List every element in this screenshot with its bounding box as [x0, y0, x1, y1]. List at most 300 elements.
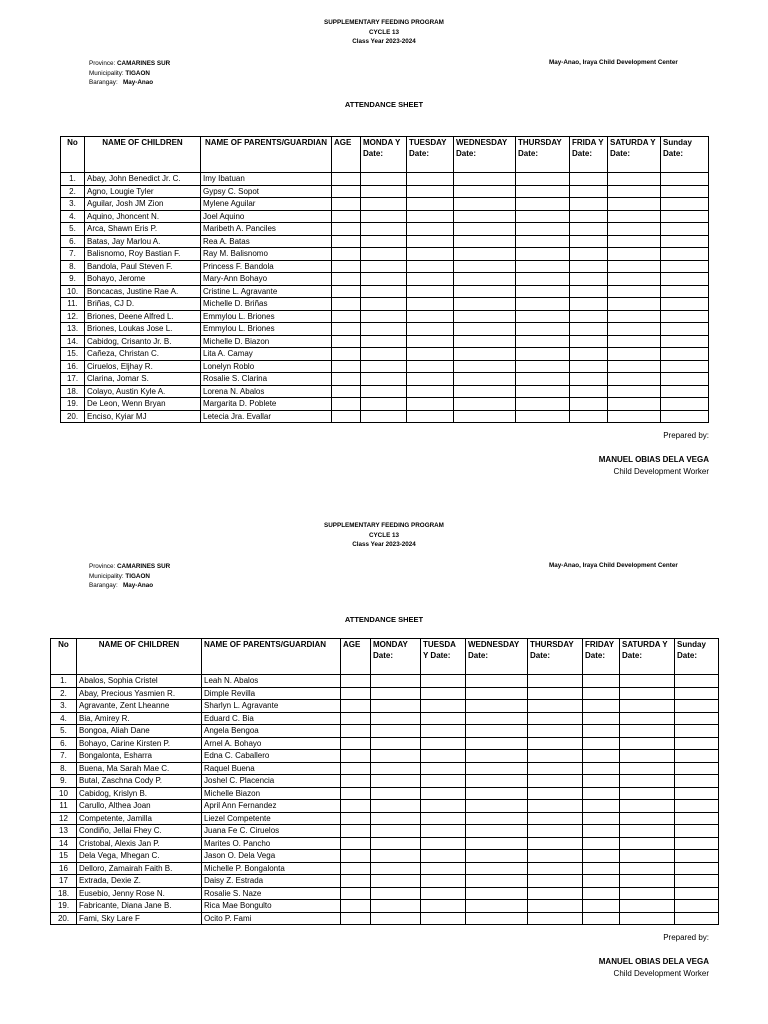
- sunday-cell: [661, 248, 709, 261]
- friday-cell: [583, 800, 620, 813]
- table-row: [61, 198, 709, 211]
- thursday-cell: [528, 837, 583, 850]
- prepared-by-label: Prepared by:: [663, 933, 709, 942]
- child-name: Ciruelos, Eljhay R.: [85, 360, 201, 373]
- friday-cell: [583, 887, 620, 900]
- friday-cell: [583, 750, 620, 763]
- col-sunday: Sunday Date:: [675, 639, 719, 675]
- saturday-cell: [620, 887, 675, 900]
- table-row: [51, 762, 719, 775]
- sunday-cell: [661, 348, 709, 361]
- age-cell: [341, 750, 371, 763]
- row-number: 11: [51, 800, 77, 813]
- child-name: De Leon, Wenn Bryan: [85, 398, 201, 411]
- row-number: 16.: [61, 360, 85, 373]
- friday-cell: [570, 260, 608, 273]
- row-number: 7.: [61, 248, 85, 261]
- sunday-cell: [675, 887, 719, 900]
- tuesday-cell: [421, 912, 466, 925]
- wednesday-cell: [454, 198, 516, 211]
- row-number: 11.: [61, 298, 85, 311]
- thursday-cell: [528, 762, 583, 775]
- tuesday-cell: [407, 260, 454, 273]
- table-row: [51, 775, 719, 788]
- parent-name: Eduard C. Bia: [202, 712, 341, 725]
- tuesday-cell: [407, 210, 454, 223]
- row-number: 12.: [61, 310, 85, 323]
- child-name: Cabidog, Crisanto Jr. B.: [85, 335, 201, 348]
- table-row: [51, 850, 719, 863]
- thursday-cell: [528, 862, 583, 875]
- age-cell: [341, 837, 371, 850]
- saturday-cell: [608, 223, 661, 236]
- tuesday-cell: [421, 700, 466, 713]
- age-cell: [332, 398, 361, 411]
- location-info: [89, 59, 170, 88]
- row-number: 17.: [61, 373, 85, 386]
- wednesday-cell: [454, 210, 516, 223]
- wednesday-cell: [454, 323, 516, 336]
- table-row: [51, 687, 719, 700]
- saturday-cell: [608, 285, 661, 298]
- age-cell: [332, 348, 361, 361]
- tuesday-cell: [407, 398, 454, 411]
- wednesday-cell: [454, 335, 516, 348]
- saturday-cell: [608, 398, 661, 411]
- parent-name: Gypsy C. Sopot: [201, 185, 332, 198]
- friday-cell: [583, 687, 620, 700]
- age-cell: [332, 248, 361, 261]
- monday-cell: [371, 800, 421, 813]
- table-row: [51, 787, 719, 800]
- monday-cell: [361, 173, 407, 186]
- col-no: No: [51, 639, 77, 675]
- col-thursday: THURSDAY Date:: [528, 639, 583, 675]
- saturday-cell: [620, 712, 675, 725]
- thursday-cell: [528, 775, 583, 788]
- thursday-cell: [516, 248, 570, 261]
- parent-name: Rosalie S. Naze: [202, 887, 341, 900]
- friday-cell: [583, 787, 620, 800]
- wednesday-cell: [454, 385, 516, 398]
- tuesday-cell: [407, 235, 454, 248]
- parent-name: Arnel A. Bohayo: [202, 737, 341, 750]
- parent-name: Joshel C. Placencia: [202, 775, 341, 788]
- wednesday-cell: [466, 725, 528, 738]
- wednesday-cell: [454, 285, 516, 298]
- monday-cell: [361, 298, 407, 311]
- parent-name: Marites O. Pancho: [202, 837, 341, 850]
- child-name: Enciso, Kyiar MJ: [85, 410, 201, 423]
- parent-name: Juana Fe C. Ciruelos: [202, 825, 341, 838]
- age-cell: [341, 912, 371, 925]
- col-sunday: Sunday Date:: [661, 137, 709, 173]
- child-name: Carullo, Althea Joan: [77, 800, 202, 813]
- wednesday-cell: [466, 737, 528, 750]
- tuesday-cell: [421, 725, 466, 738]
- friday-cell: [570, 235, 608, 248]
- tuesday-cell: [407, 198, 454, 211]
- wednesday-cell: [454, 373, 516, 386]
- child-name: Bongalonta, Esharra: [77, 750, 202, 763]
- child-name: Fabricante, Diana Jane B.: [77, 900, 202, 913]
- col-monday: MONDA Y Date:: [361, 137, 407, 173]
- saturday-cell: [608, 235, 661, 248]
- thursday-cell: [516, 410, 570, 423]
- saturday-cell: [620, 750, 675, 763]
- monday-cell: [361, 235, 407, 248]
- age-cell: [332, 285, 361, 298]
- monday-cell: [371, 737, 421, 750]
- tuesday-cell: [421, 775, 466, 788]
- cycle-label: CYCLE 13: [368, 28, 400, 36]
- monday-cell: [361, 385, 407, 398]
- parent-name: Angela Bengoa: [202, 725, 341, 738]
- child-name: Abay, John Benedict Jr. C.: [85, 173, 201, 186]
- wednesday-cell: [454, 235, 516, 248]
- parent-name: Edna C. Caballero: [202, 750, 341, 763]
- table-row: [51, 725, 719, 738]
- child-name: Competente, Jamilla: [77, 812, 202, 825]
- program-header: [0, 18, 768, 47]
- row-number: 15.: [61, 348, 85, 361]
- signatory-position: Child Development Worker: [613, 467, 709, 476]
- thursday-cell: [516, 260, 570, 273]
- table-row: [61, 385, 709, 398]
- child-name: Bohayo, Carine Kirsten P.: [77, 737, 202, 750]
- tuesday-cell: [421, 850, 466, 863]
- friday-cell: [570, 210, 608, 223]
- age-cell: [341, 675, 371, 688]
- col-age: AGE: [332, 137, 361, 173]
- monday-cell: [371, 887, 421, 900]
- age-cell: [332, 385, 361, 398]
- row-number: 8.: [51, 762, 77, 775]
- saturday-cell: [620, 700, 675, 713]
- row-number: 10: [51, 787, 77, 800]
- tuesday-cell: [407, 348, 454, 361]
- child-name: Bohayo, Jerome: [85, 273, 201, 286]
- friday-cell: [583, 875, 620, 888]
- child-name: Batas, Jay Marlou A.: [85, 235, 201, 248]
- col-wednesday: WEDNESDAY Date:: [454, 137, 516, 173]
- wednesday-cell: [454, 223, 516, 236]
- age-cell: [332, 298, 361, 311]
- age-cell: [341, 900, 371, 913]
- friday-cell: [570, 410, 608, 423]
- friday-cell: [583, 737, 620, 750]
- row-number: 18.: [61, 385, 85, 398]
- municipality-value: TIGAON: [125, 69, 150, 77]
- saturday-cell: [608, 185, 661, 198]
- table-row: [61, 273, 709, 286]
- table-body: [51, 675, 719, 925]
- friday-cell: [570, 360, 608, 373]
- sunday-cell: [661, 335, 709, 348]
- monday-cell: [371, 700, 421, 713]
- thursday-cell: [528, 912, 583, 925]
- child-name: Aquino, Jhoncent N.: [85, 210, 201, 223]
- saturday-cell: [608, 348, 661, 361]
- tuesday-cell: [421, 887, 466, 900]
- sunday-cell: [661, 185, 709, 198]
- wednesday-cell: [454, 360, 516, 373]
- age-cell: [341, 725, 371, 738]
- friday-cell: [570, 373, 608, 386]
- saturday-cell: [608, 173, 661, 186]
- sunday-cell: [661, 310, 709, 323]
- wednesday-cell: [466, 800, 528, 813]
- age-cell: [341, 712, 371, 725]
- table-header-row: [61, 137, 709, 173]
- tuesday-cell: [421, 837, 466, 850]
- tuesday-cell: [407, 360, 454, 373]
- sunday-cell: [675, 762, 719, 775]
- friday-cell: [583, 712, 620, 725]
- table-row: [61, 410, 709, 423]
- saturday-cell: [620, 737, 675, 750]
- wednesday-cell: [466, 750, 528, 763]
- parent-name: Liezel Competente: [202, 812, 341, 825]
- wednesday-cell: [466, 687, 528, 700]
- tuesday-cell: [407, 335, 454, 348]
- row-number: 14.: [61, 335, 85, 348]
- row-number: 10.: [61, 285, 85, 298]
- tuesday-cell: [421, 712, 466, 725]
- signature-block: [599, 430, 709, 478]
- age-cell: [332, 410, 361, 423]
- friday-cell: [570, 285, 608, 298]
- thursday-cell: [528, 725, 583, 738]
- parent-name: Joel Aquino: [201, 210, 332, 223]
- monday-cell: [361, 223, 407, 236]
- tuesday-cell: [421, 862, 466, 875]
- col-friday: FRIDA Y Date:: [570, 137, 608, 173]
- col-saturday: SATURDA Y Date:: [620, 639, 675, 675]
- sunday-cell: [675, 800, 719, 813]
- friday-cell: [583, 912, 620, 925]
- thursday-cell: [516, 185, 570, 198]
- monday-cell: [361, 373, 407, 386]
- wednesday-cell: [454, 273, 516, 286]
- prepared-by-label: Prepared by:: [663, 431, 709, 440]
- monday-cell: [361, 310, 407, 323]
- thursday-cell: [528, 875, 583, 888]
- tuesday-cell: [421, 875, 466, 888]
- program-title: SUPPLEMENTARY FEEDING PROGRAM: [324, 522, 444, 529]
- saturday-cell: [620, 812, 675, 825]
- sunday-cell: [675, 875, 719, 888]
- sunday-cell: [661, 235, 709, 248]
- monday-cell: [371, 912, 421, 925]
- table-row: [61, 235, 709, 248]
- row-number: 19.: [61, 398, 85, 411]
- tuesday-cell: [407, 385, 454, 398]
- municipality-value: TIGAON: [125, 572, 150, 580]
- monday-cell: [361, 360, 407, 373]
- monday-cell: [361, 348, 407, 361]
- thursday-cell: [516, 223, 570, 236]
- signatory-name: MANUEL OBIAS DELA VEGA: [598, 455, 709, 464]
- sunday-cell: [661, 298, 709, 311]
- attendance-title: ATTENDANCE SHEET: [344, 100, 424, 109]
- wednesday-cell: [454, 298, 516, 311]
- parent-name: Margarita D. Poblete: [201, 398, 332, 411]
- thursday-cell: [516, 173, 570, 186]
- friday-cell: [570, 173, 608, 186]
- table-row: [61, 360, 709, 373]
- age-cell: [341, 762, 371, 775]
- sunday-cell: [675, 737, 719, 750]
- table-body: [61, 173, 709, 423]
- col-no: No: [61, 137, 85, 173]
- table-row: [51, 737, 719, 750]
- child-name: Cabidog, Krislyn B.: [77, 787, 202, 800]
- sunday-cell: [675, 675, 719, 688]
- parent-name: Dimple Revilla: [202, 687, 341, 700]
- parent-name: Letecia Jra. Evallar: [201, 410, 332, 423]
- municipality-label: Municipality:: [89, 572, 124, 580]
- row-number: 12: [51, 812, 77, 825]
- table-row: [61, 185, 709, 198]
- friday-cell: [583, 775, 620, 788]
- tuesday-cell: [421, 687, 466, 700]
- table-row: [61, 348, 709, 361]
- table-row: [51, 837, 719, 850]
- parent-name: Cristine L. Agravante: [201, 285, 332, 298]
- thursday-cell: [516, 385, 570, 398]
- child-name: Briones, Deene Alfred L.: [85, 310, 201, 323]
- child-name: Bia, Amirey R.: [77, 712, 202, 725]
- table-row: [61, 173, 709, 186]
- tuesday-cell: [407, 273, 454, 286]
- parent-name: Michelle D. Biazon: [201, 335, 332, 348]
- saturday-cell: [620, 825, 675, 838]
- tuesday-cell: [407, 185, 454, 198]
- sunday-cell: [675, 862, 719, 875]
- saturday-cell: [608, 335, 661, 348]
- child-name: Condiño, Jellai Fhey C.: [77, 825, 202, 838]
- tuesday-cell: [407, 298, 454, 311]
- tuesday-cell: [421, 675, 466, 688]
- thursday-cell: [528, 687, 583, 700]
- parent-name: Mylene Aguilar: [201, 198, 332, 211]
- thursday-cell: [516, 285, 570, 298]
- sunday-cell: [675, 700, 719, 713]
- wednesday-cell: [466, 700, 528, 713]
- friday-cell: [570, 323, 608, 336]
- col-monday: MONDAY Date:: [371, 639, 421, 675]
- wednesday-cell: [454, 410, 516, 423]
- sunday-cell: [661, 223, 709, 236]
- saturday-cell: [620, 862, 675, 875]
- parent-name: Ocito P. Fami: [202, 912, 341, 925]
- monday-cell: [371, 687, 421, 700]
- row-number: 9.: [61, 273, 85, 286]
- child-name: Colayo, Austin Kyle A.: [85, 385, 201, 398]
- thursday-cell: [528, 812, 583, 825]
- province-value: CAMARINES SUR: [117, 60, 171, 67]
- saturday-cell: [608, 198, 661, 211]
- tuesday-cell: [407, 373, 454, 386]
- age-cell: [341, 862, 371, 875]
- saturday-cell: [608, 410, 661, 423]
- center-name: May-Anao, Iraya Child Development Center: [549, 562, 678, 569]
- child-name: Fami, Sky Lare F: [77, 912, 202, 925]
- friday-cell: [570, 185, 608, 198]
- sunday-cell: [661, 360, 709, 373]
- table-row: [51, 875, 719, 888]
- child-name: Arca, Shawn Eris P.: [85, 223, 201, 236]
- sunday-cell: [675, 712, 719, 725]
- age-cell: [332, 335, 361, 348]
- saturday-cell: [608, 323, 661, 336]
- child-name: Balisnomo, Roy Bastian F.: [85, 248, 201, 261]
- row-number: 13.: [61, 323, 85, 336]
- monday-cell: [371, 787, 421, 800]
- program-title: SUPPLEMENTARY FEEDING PROGRAM: [324, 19, 444, 26]
- age-cell: [332, 173, 361, 186]
- friday-cell: [583, 762, 620, 775]
- sunday-cell: [661, 273, 709, 286]
- col-parents: NAME OF PARENTS/GUARDIAN: [202, 639, 341, 675]
- wednesday-cell: [454, 310, 516, 323]
- row-number: 7.: [51, 750, 77, 763]
- friday-cell: [583, 837, 620, 850]
- col-thursday: THURSDAY Date:: [516, 137, 570, 173]
- row-number: 17: [51, 875, 77, 888]
- monday-cell: [371, 675, 421, 688]
- child-name: Bongoa, Aliah Dane: [77, 725, 202, 738]
- monday-cell: [361, 185, 407, 198]
- row-number: 8.: [61, 260, 85, 273]
- tuesday-cell: [421, 787, 466, 800]
- saturday-cell: [620, 837, 675, 850]
- table-row: [51, 812, 719, 825]
- saturday-cell: [620, 800, 675, 813]
- saturday-cell: [608, 360, 661, 373]
- wednesday-cell: [454, 398, 516, 411]
- parent-name: Imy Ibatuan: [201, 173, 332, 186]
- table-row: [61, 310, 709, 323]
- age-cell: [332, 310, 361, 323]
- sunday-cell: [661, 260, 709, 273]
- sunday-cell: [661, 398, 709, 411]
- age-cell: [332, 210, 361, 223]
- parent-name: Emmylou L. Briones: [201, 310, 332, 323]
- sunday-cell: [675, 750, 719, 763]
- child-name: Clarina, Jomar S.: [85, 373, 201, 386]
- thursday-cell: [516, 360, 570, 373]
- saturday-cell: [608, 373, 661, 386]
- signatory-name: MANUEL OBIAS DELA VEGA: [598, 957, 709, 966]
- sunday-cell: [675, 812, 719, 825]
- sunday-cell: [661, 385, 709, 398]
- saturday-cell: [620, 725, 675, 738]
- parent-name: Leah N. Abalos: [202, 675, 341, 688]
- age-cell: [332, 185, 361, 198]
- attendance-table: [60, 136, 709, 423]
- thursday-cell: [516, 373, 570, 386]
- tuesday-cell: [421, 800, 466, 813]
- thursday-cell: [528, 825, 583, 838]
- province-label: Province:: [89, 60, 116, 67]
- table-row: [61, 248, 709, 261]
- table-row: [51, 900, 719, 913]
- table-row: [61, 373, 709, 386]
- tuesday-cell: [421, 812, 466, 825]
- thursday-cell: [516, 235, 570, 248]
